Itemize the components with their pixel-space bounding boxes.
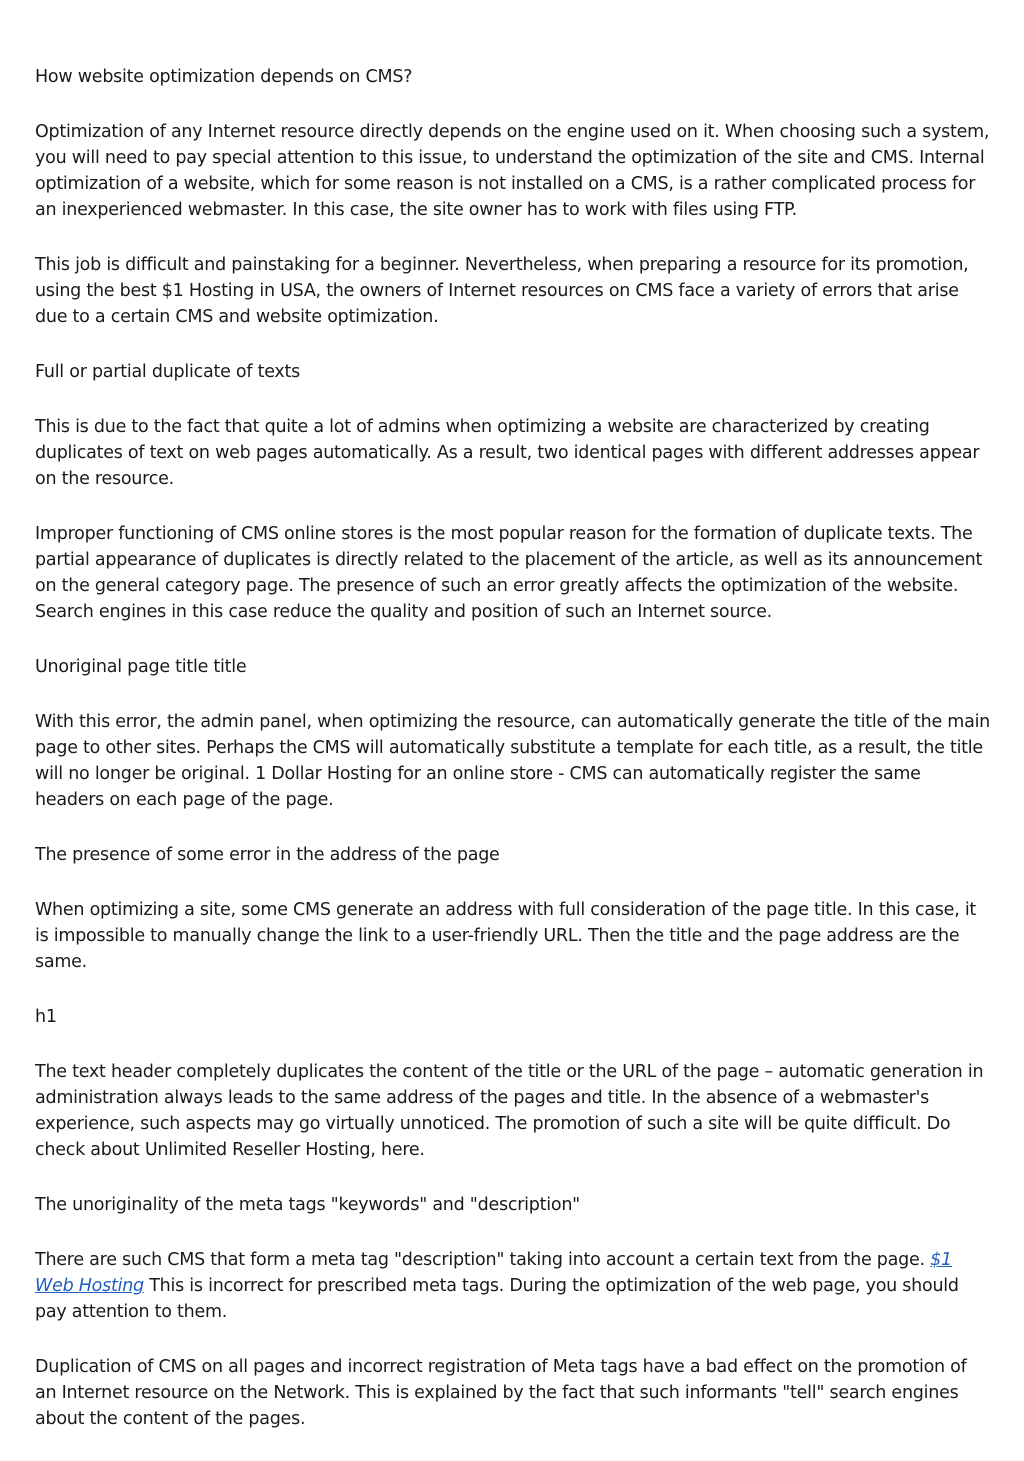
paragraph-duplicates: This is due to the fact that quite a lot of admins when optimizing a website are characterized by creating duplicates of text on web pages automatically. As a result, two identical pages with different addresses appear on the resource. [35,417,980,489]
meta-text-after: This is incorrect for prescribed meta tags. During the optimization of the web page, you should pay attention to them. [35,1276,959,1322]
paragraph-duplication: Duplication of CMS on all pages and incorrect registration of Meta tags have a bad effect on the promotion of an Internet resource on the Network. This is explained by the fact that such informants "tell" search engines about the content of the pages. [35,1357,967,1429]
paragraph-meta-tags [35,1247,991,1325]
paragraph-intro: Optimization of any Internet resource directly depends on the engine used on it. When choosing such a system, you will need to pay special attention to this issue, to understand the optimization of the site and CMS. Internal optimization of a website, which for some reason is not installed on a CMS, is a rather complicated process for an inexperienced webmaster. In this case, the site owner has to work with files using FTP. [35,122,990,220]
heading-h1: h1 [35,1007,57,1027]
paragraph-h1: The text header completely duplicates the content of the title or the URL of the page – automatic generation in administration always leads to the same address of the pages and title. In the absence of a webmaster's experience, such aspects may go virtually unnoticed. The promotion of such a site will be quite difficult. Do check about Unlimited Reseller Hosting, here. [35,1062,984,1160]
paragraph-beginner: This job is difficult and painstaking for a beginner. Nevertheless, when preparing a resource for its promotion, using the best $1 Hosting in USA, the owners of Internet resources on CMS face a variety of errors that arise due to a certain CMS and website optimization. [35,255,969,327]
paragraph-online-stores: Improper functioning of CMS online stores is the most popular reason for the formation of duplicate texts. The partial appearance of duplicates is directly related to the placement of the article, as well as its announcement on the general category page. The presence of such an error greatly affects the optimization of the website. Search engines in this case reduce the quality and position of such an Internet source. [35,524,983,622]
paragraph-page-title: With this error, the admin panel, when optimizing the resource, can automatically generate the title of the main page to other sites. Perhaps the CMS will automatically substitute a template for each title, as a result, the title will no longer be original. 1 Dollar Hosting for an online store - CMS can automatically register the same headers on each page of the page. [35,712,991,810]
article-title: How website optimization depends on CMS? [35,67,413,87]
heading-address-error: The presence of some error in the address of the page [35,845,500,865]
heading-duplicates: Full or partial duplicate of texts [35,362,301,382]
paragraph-address-error: When optimizing a site, some CMS generate an address with full consideration of the page title. In this case, it is impossible to manually change the link to a user-friendly URL. Then the title and the page address are the same. [35,900,977,972]
web-hosting-link[interactable]: $1 Web Hosting [35,1250,952,1296]
document-body [35,64,991,1461]
meta-text-before: There are such CMS that form a meta tag "description" taking into account a certain text from the page. [35,1250,931,1270]
heading-page-title: Unoriginal page title title [35,657,247,677]
heading-meta-tags: The unoriginality of the meta tags "keywords" and "description" [35,1195,580,1215]
